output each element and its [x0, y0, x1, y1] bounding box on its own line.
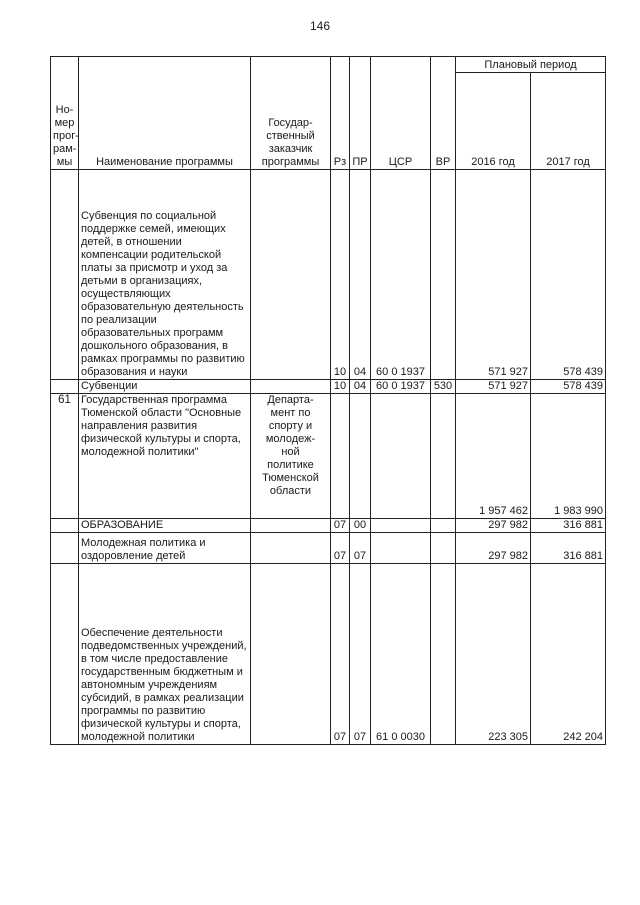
row-pr	[350, 394, 371, 519]
row-rz: 07	[331, 564, 350, 745]
row-vr	[431, 564, 456, 745]
budget-table	[50, 56, 606, 745]
program-customer: Департа- мент по спорту и молодеж- ной политике Тюменской области	[251, 394, 331, 519]
row-name: Молодежная политика и оздоровление детей	[79, 533, 251, 564]
row-2016: 297 982	[456, 519, 531, 533]
row-customer	[251, 564, 331, 745]
row-csr	[371, 533, 431, 564]
header-row-1	[51, 57, 606, 73]
program-number: 61	[51, 394, 79, 519]
program-row	[51, 394, 606, 519]
row-rz: 10	[331, 380, 350, 394]
header-rz: Рз	[331, 57, 350, 170]
row-number	[51, 380, 79, 394]
row-2016: 223 305	[456, 564, 531, 745]
row-vr	[431, 170, 456, 380]
table-row	[51, 380, 606, 394]
header-csr: ЦСР	[371, 57, 431, 170]
header-planned-period: Плановый период	[456, 57, 606, 73]
row-name: Обеспечение деятельности подведомственных учреждений, в том числе предоставление государственным бюджетным и автономным учреждениям субсидий, в рамках реализации программы по развитию физической культуры и спорта, молодежной политики	[79, 564, 251, 745]
row-2016: 1 957 462	[456, 394, 531, 519]
program-name: Государственная программа Тюменской области "Основные направления развития физической культуры и спорта, молодежной политики"	[79, 394, 251, 519]
row-2016: 297 982	[456, 533, 531, 564]
header-customer: Государ- ственный заказчик программы	[251, 57, 331, 170]
section-name: ОБРАЗОВАНИЕ	[79, 519, 251, 533]
header-program-name: Наименование программы	[79, 57, 251, 170]
row-pr: 07	[350, 564, 371, 745]
row-customer	[251, 170, 331, 380]
row-pr: 00	[350, 519, 371, 533]
row-csr: 60 0 1937	[371, 380, 431, 394]
row-customer	[251, 380, 331, 394]
row-csr: 60 0 1937	[371, 170, 431, 380]
row-name: Субвенция по социальной поддержке семей, имеющих детей, в отношении компенсации родительской платы за присмотр и уход за детьми в организациях, осуществляющих образовательную деятельность по реализации образовательных программ дошкольного образования, в рамках программы по развитию образования и науки	[79, 170, 251, 380]
table-row	[51, 533, 606, 564]
header-program-number: Но- мер прог- рам- мы	[51, 57, 79, 170]
row-rz	[331, 394, 350, 519]
row-2017: 316 881	[531, 519, 606, 533]
row-2017: 316 881	[531, 533, 606, 564]
section-row	[51, 519, 606, 533]
row-2017: 1 983 990	[531, 394, 606, 519]
row-name: Субвенции	[79, 380, 251, 394]
row-2017: 242 204	[531, 564, 606, 745]
row-csr	[371, 519, 431, 533]
row-customer	[251, 519, 331, 533]
row-number	[51, 519, 79, 533]
row-rz: 10	[331, 170, 350, 380]
row-customer	[251, 533, 331, 564]
row-vr	[431, 394, 456, 519]
row-2017: 578 439	[531, 380, 606, 394]
row-rz: 07	[331, 519, 350, 533]
header-vr: ВР	[431, 57, 456, 170]
row-number	[51, 564, 79, 745]
row-vr	[431, 533, 456, 564]
row-pr: 07	[350, 533, 371, 564]
row-csr: 61 0 0030	[371, 564, 431, 745]
header-year-2016: 2016 год	[456, 73, 531, 170]
row-vr: 530	[431, 380, 456, 394]
row-2017: 578 439	[531, 170, 606, 380]
row-pr: 04	[350, 380, 371, 394]
table-row	[51, 170, 606, 380]
row-2016: 571 927	[456, 170, 531, 380]
row-number	[51, 170, 79, 380]
row-csr	[371, 394, 431, 519]
row-rz: 07	[331, 533, 350, 564]
header-year-2017: 2017 год	[531, 73, 606, 170]
row-number	[51, 533, 79, 564]
row-pr: 04	[350, 170, 371, 380]
header-pr: ПР	[350, 57, 371, 170]
row-2016: 571 927	[456, 380, 531, 394]
row-vr	[431, 519, 456, 533]
table-row	[51, 564, 606, 745]
page-number: 146	[309, 19, 331, 33]
